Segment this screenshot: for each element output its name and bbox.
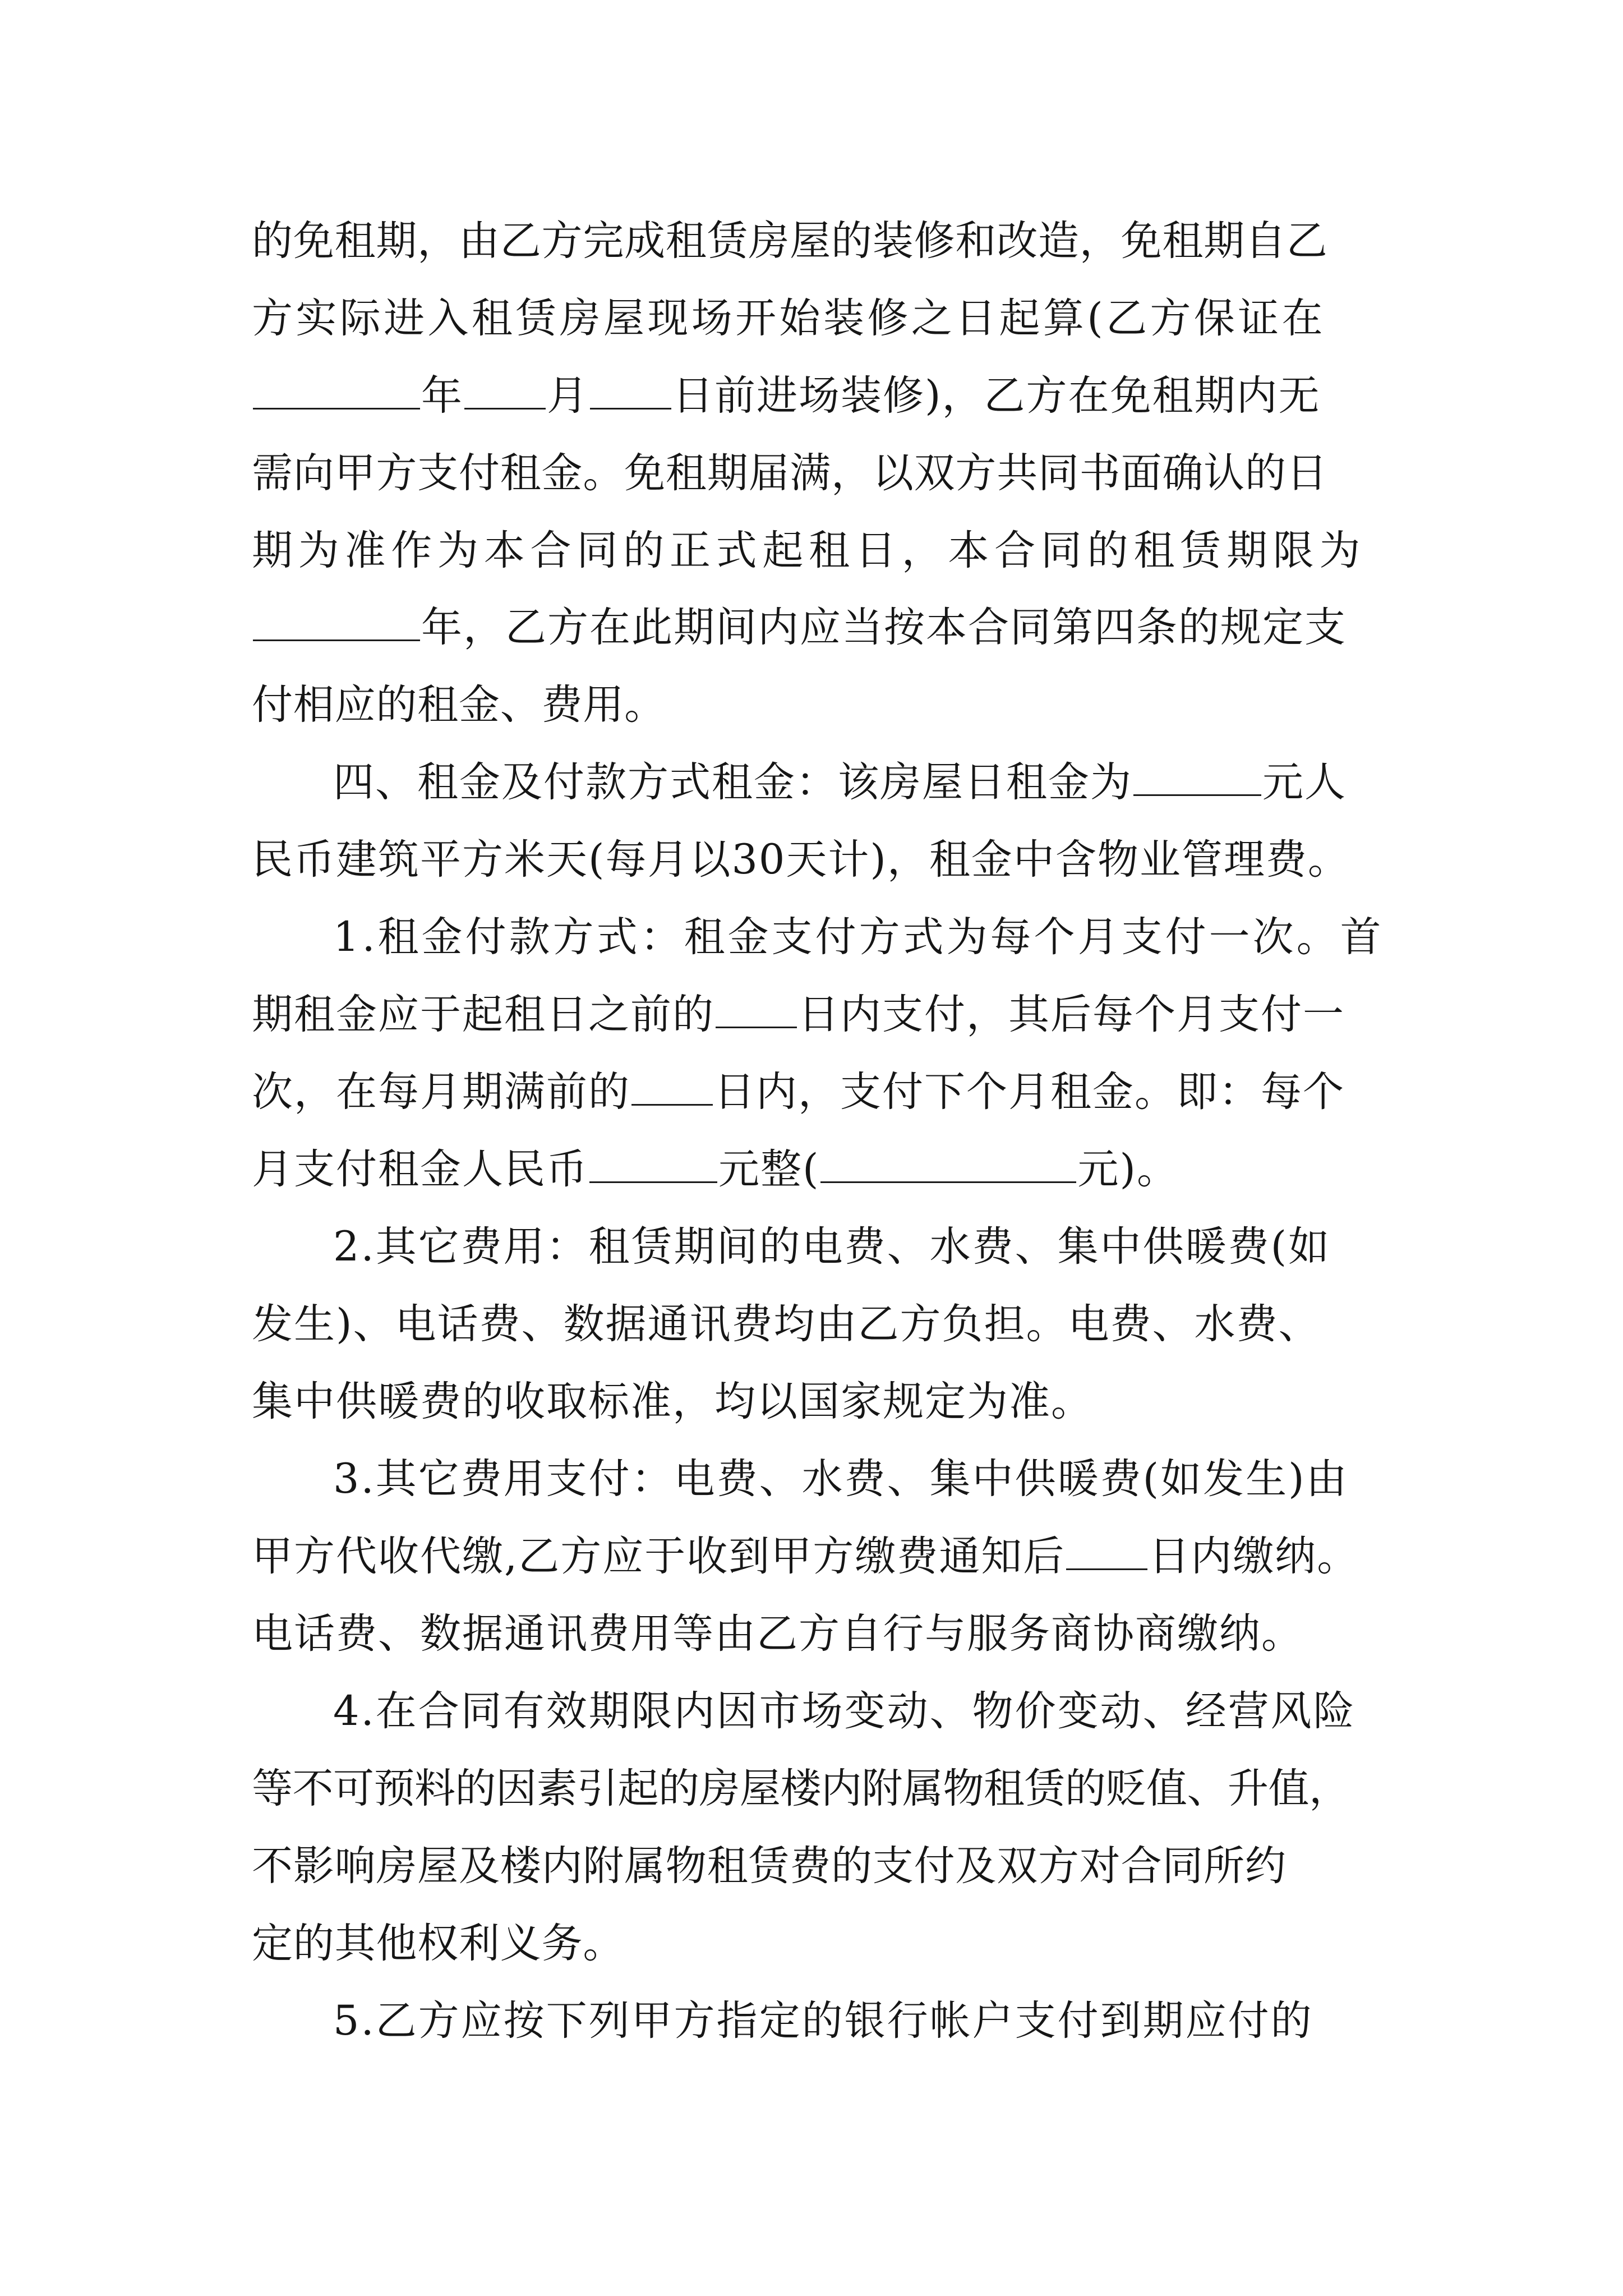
text-line-23 — [252, 1916, 624, 1972]
fill-in-blank[interactable] — [253, 605, 420, 641]
text-line-6 — [252, 600, 1347, 656]
text-line-12 — [252, 1064, 1345, 1120]
text-line-19 — [252, 1606, 1303, 1662]
text-segment: 年，乙方在此期间内应当按本合同第四条的规定支 — [421, 604, 1347, 651]
text-line-14 — [333, 1219, 1331, 1275]
text-segment: 3.其它费用支付：电费、水费、集中供暖费(如发生)由 — [333, 1455, 1349, 1503]
text-line-22 — [252, 1838, 1287, 1894]
text-line-13 — [252, 1142, 1179, 1198]
text-segment: 集中供暖费的收取标准，均以国家规定为准。 — [252, 1378, 1093, 1425]
text-segment: 发生)、电话费、数据通讯费均由乙方负担。电费、水费、 — [252, 1300, 1321, 1348]
text-segment: 4.在合同有效期限内因市场变动、物价变动、经营风险 — [333, 1687, 1356, 1735]
fill-in-blank[interactable] — [820, 1147, 1076, 1183]
text-segment: 月 — [547, 372, 589, 420]
text-segment: 定的其他权利义务。 — [252, 1920, 625, 1967]
text-segment: 年 — [421, 372, 463, 420]
text-segment: 日内，支付下个月租金。即：每个 — [714, 1068, 1345, 1116]
text-segment: 元整( — [718, 1145, 820, 1193]
text-segment: 的免租期，由乙方完成租赁房屋的装修和改造，免租期自乙 — [252, 217, 1328, 265]
text-segment: 2.其它费用：租赁期间的电费、水费、集中供暖费(如 — [333, 1223, 1331, 1271]
text-segment: 甲方代收代缴,乙方应于收到甲方缴费通知后 — [252, 1533, 1066, 1580]
fill-in-blank[interactable] — [716, 992, 797, 1028]
text-segment: 5.乙方应按下列甲方指定的银行帐户支付到期应付的 — [333, 1997, 1313, 2045]
text-line-3 — [252, 368, 1320, 424]
text-line-15 — [252, 1296, 1320, 1352]
text-line-16 — [252, 1374, 1093, 1430]
text-segment: 元人 — [1262, 758, 1347, 806]
fill-in-blank[interactable] — [1133, 760, 1261, 796]
text-line-11 — [252, 987, 1345, 1043]
text-line-10 — [333, 909, 1384, 965]
text-segment: 方实际进入租赁房屋现场开始装修之日起算(乙方保证在 — [252, 295, 1326, 342]
text-line-21 — [252, 1761, 1350, 1817]
text-line-7 — [252, 677, 666, 733]
text-line-18 — [252, 1529, 1359, 1585]
fill-in-blank[interactable] — [253, 373, 420, 409]
text-segment: 次，在每月期满前的 — [252, 1068, 630, 1116]
text-line-17 — [333, 1451, 1349, 1507]
text-segment: 付相应的租金、费用。 — [252, 681, 666, 729]
text-segment: 期租金应于起租日之前的 — [252, 991, 714, 1038]
text-line-2 — [252, 291, 1326, 347]
text-line-5 — [252, 523, 1366, 579]
fill-in-blank[interactable] — [1066, 1534, 1147, 1570]
text-segment: 日内缴纳。 — [1149, 1533, 1359, 1580]
text-segment: 等不可预料的因素引起的房屋楼内附属物租赁的贬值、升值， — [252, 1765, 1350, 1812]
text-segment: 需向甲方支付租金。免租期届满，以双方共同书面确认的日 — [252, 449, 1328, 497]
text-segment: 不影响房屋及楼内附属物租赁费的支付及双方对合同所约 — [252, 1842, 1287, 1890]
text-line-20 — [333, 1683, 1356, 1740]
text-line-24 — [333, 1993, 1313, 2049]
fill-in-blank[interactable] — [631, 1069, 713, 1106]
text-segment: 民币建筑平方米天(每月以30天计)，租金中含物业管理费。 — [252, 836, 1350, 884]
text-segment: 日前进场装修)，乙方在免租期内无 — [672, 372, 1321, 420]
text-segment: 月支付租金人民币 — [252, 1145, 588, 1193]
text-segment: 期为准作为本合同的正式起租日，本合同的租赁期限为 — [252, 527, 1366, 574]
fill-in-blank[interactable] — [589, 1147, 717, 1183]
text-segment: 电话费、数据通讯费用等由乙方自行与服务商协商缴纳。 — [252, 1610, 1303, 1658]
text-line-1 — [252, 213, 1328, 269]
text-line-4 — [252, 445, 1328, 501]
fill-in-blank[interactable] — [464, 373, 546, 409]
fill-in-blank[interactable] — [590, 373, 671, 409]
text-segment: 日内支付，其后每个月支付一 — [798, 991, 1345, 1038]
text-segment: 1.租金付款方式：租金支付方式为每个月支付一次。首 — [333, 913, 1384, 961]
text-line-9 — [252, 832, 1350, 888]
text-segment: 四、租金及付款方式租金：该房屋日租金为 — [333, 758, 1132, 806]
text-line-8 — [333, 754, 1347, 811]
text-segment: 元)。 — [1077, 1145, 1179, 1193]
